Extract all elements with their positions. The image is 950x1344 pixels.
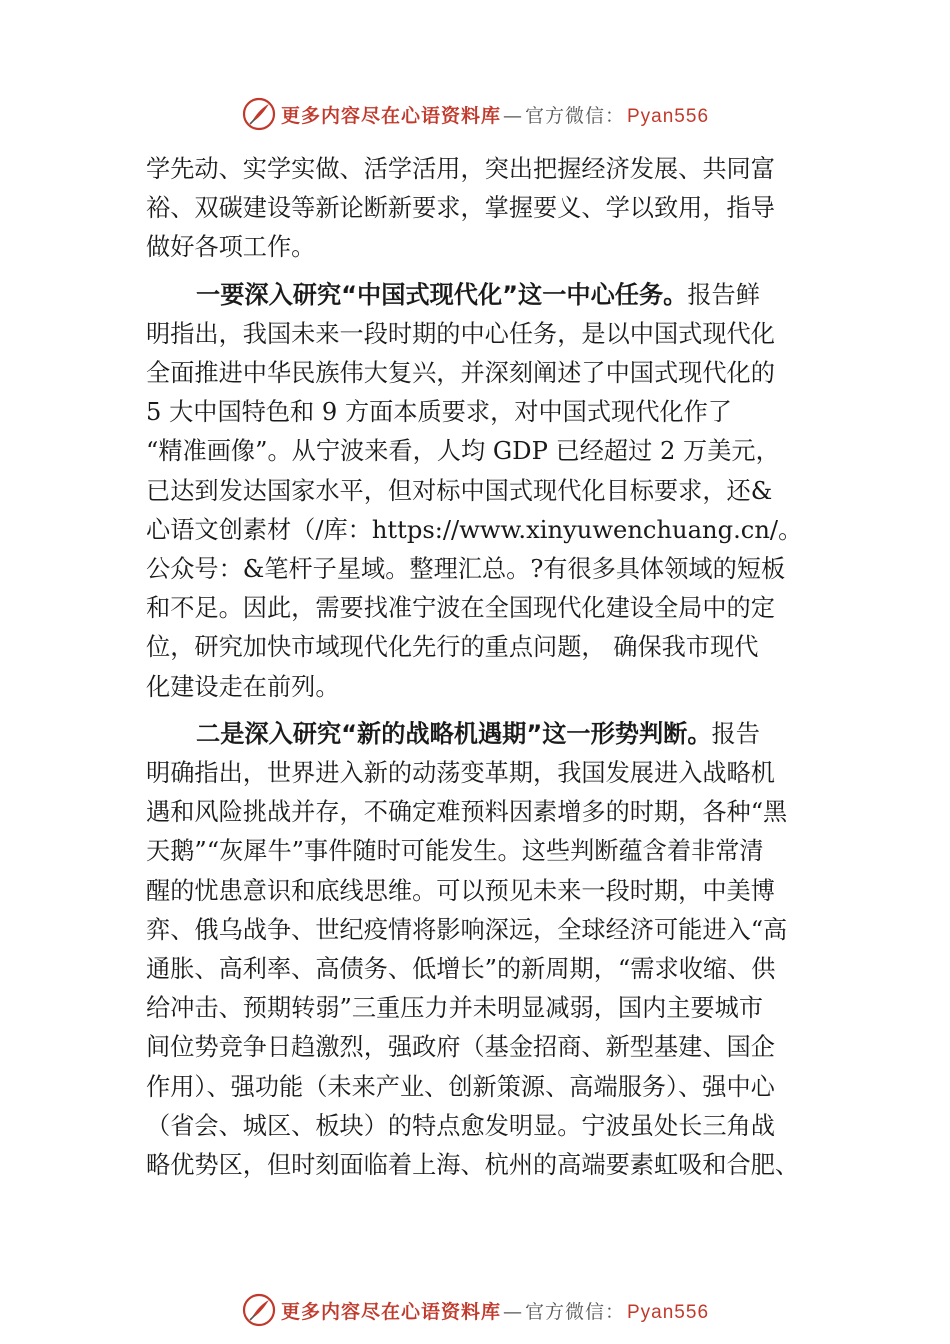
text-line: 作用）、强功能（未来产业、创新策源、高端服务）、强中心 <box>146 1072 775 1101</box>
banner-slogan: 更多内容尽在心语资料库 <box>280 1300 501 1323</box>
text-line: 5 大中国特色和 9 方面本质要求，对中国式现代化作了 <box>146 398 732 427</box>
wechat-label: 官方微信： <box>524 1300 625 1323</box>
quill-logo-icon <box>241 96 277 132</box>
paragraph-heading: 二是深入研究“新的战略机遇期”这一形势判断。 <box>196 719 712 748</box>
text-line: 间位势竞争日趋激烈，强政府（基金招商、新型基建、国企 <box>146 1033 775 1062</box>
text-line: 学先动、实学实做、活学活用，突出把握经济发展、共同富 <box>146 155 775 183</box>
paragraph-strategic-opportunity <box>146 715 836 1185</box>
text-fragment: 报告鲜 <box>687 280 760 309</box>
text-line: 天鹅”“灰犀牛”事件随时可能发生。这些判断蕴含着非常清 <box>146 837 764 866</box>
text-line: 已达到发达国家水平，但对标中国式现代化目标要求，还& <box>146 476 773 505</box>
text-line: 化建设走在前列。 <box>146 672 340 701</box>
wechat-id: Pyan556 <box>627 105 710 127</box>
document-body <box>146 150 836 1185</box>
paragraph-modernization <box>146 276 836 707</box>
text-line: 给冲击、预期转弱”三重压力并未明显减弱，国内主要城市 <box>146 994 764 1023</box>
text-fragment: 报告 <box>711 719 760 748</box>
footer-banner <box>0 1290 950 1330</box>
text-line: “精准画像”。从宁波来看，人均 GDP 已经超过 2 万美元， <box>146 437 780 466</box>
text-line: 明确指出，世界进入新的动荡变革期，我国发展进入战略机 <box>146 759 775 788</box>
paragraph-continuation <box>146 150 836 268</box>
text-line: 裕、双碳建设等新论断新要求，掌握要义、学以致用，指导 <box>146 194 775 223</box>
text-line: 公众号：&笔杆子星域。整理汇总。?有很多具体领域的短板 <box>146 555 786 584</box>
paragraph-first-line <box>146 276 836 315</box>
text-line: 醒的忧患意识和底线思维。可以预见未来一段时期，中美博 <box>146 876 775 905</box>
wechat-id: Pyan556 <box>627 1301 710 1323</box>
wechat-label: 官方微信： <box>524 104 625 127</box>
paragraph-first-line <box>146 715 836 754</box>
text-line: 全面推进中华民族伟大复兴，并深刻阐述了中国式现代化的 <box>146 359 775 388</box>
text-line: 明指出，我国未来一段时期的中心任务，是以中国式现代化 <box>146 319 775 348</box>
text-line: 遇和风险挑战并存，不确定难预料因素增多的时期，各种“黑 <box>146 798 788 827</box>
text-line: 弈、俄乌战争、世纪疫情将影响深远，全球经济可能进入“高 <box>146 915 788 944</box>
header-banner <box>0 94 950 134</box>
text-line: 和不足。因此，需要找准宁波在全国现代化建设全局中的定 <box>146 594 775 623</box>
text-line: 略优势区，但时刻面临着上海、杭州的高端要素虹吸和合肥、 <box>146 1151 800 1180</box>
text-line: 心语文创素材（/库：https://www.xinyuwenchuang.cn/。 <box>146 515 803 544</box>
banner-text <box>281 101 709 128</box>
paragraph-heading: 一要深入研究“中国式现代化”这一中心任务。 <box>196 280 688 309</box>
text-line: 位，研究加快市域现代化先行的重点问题， 确保我市现代 <box>146 633 759 662</box>
banner-text <box>281 1297 709 1324</box>
banner-separator: — <box>502 104 523 127</box>
banner-separator: — <box>502 1300 523 1323</box>
banner-slogan: 更多内容尽在心语资料库 <box>280 104 501 127</box>
quill-logo-icon <box>241 1292 277 1328</box>
text-line: 做好各项工作。 <box>146 233 316 262</box>
text-line: （省会、城区、板块）的特点愈发明显。宁波虽处长三角战 <box>146 1111 775 1140</box>
text-line: 通胀、高利率、高债务、低增长”的新周期，“需求收缩、供 <box>146 955 776 984</box>
